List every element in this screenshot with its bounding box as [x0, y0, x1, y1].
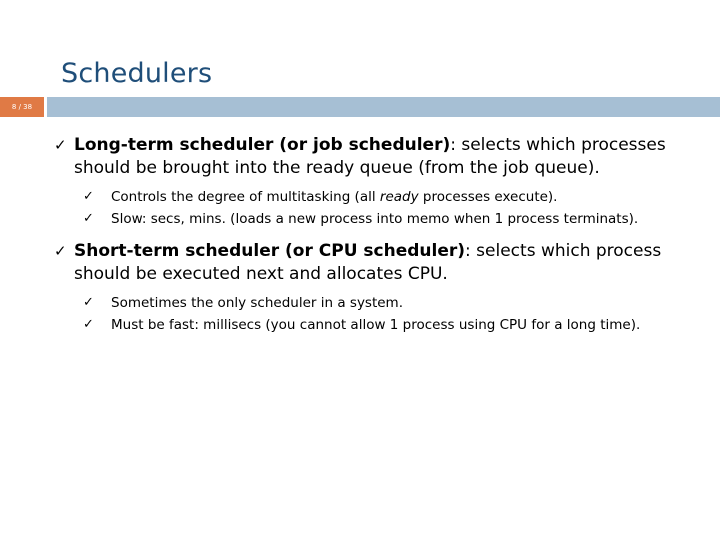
check-mark-icon: ✓ — [83, 317, 94, 332]
header-bar — [0, 97, 720, 117]
sub-bullet-text: Must be fast: millisecs (you cannot allow 1 process using CPU for a long time). — [111, 317, 641, 333]
check-mark-icon: ✓ — [54, 242, 67, 260]
sub-bullet — [54, 292, 714, 314]
sub-list-short-term — [54, 292, 714, 336]
sub-bullet — [54, 314, 714, 336]
sub-bullet — [54, 208, 714, 230]
bullet-short-term — [54, 240, 714, 286]
check-mark-icon: ✓ — [83, 189, 94, 204]
check-mark-icon: ✓ — [83, 211, 94, 226]
bullet-bold-text: Long-term scheduler (or job scheduler) — [74, 135, 451, 155]
slide-content — [54, 134, 714, 346]
sub-bullet-italic: ready — [379, 189, 419, 205]
bullet-bold-text: Short-term scheduler (or CPU scheduler) — [74, 241, 466, 261]
slide-title: Schedulers — [61, 58, 213, 89]
title-underline-bar — [47, 97, 720, 117]
sub-bullet — [54, 186, 714, 208]
sub-bullet-text: Controls the degree of multitasking (all — [111, 189, 380, 205]
check-mark-icon: ✓ — [54, 136, 67, 154]
bullet-long-term — [54, 134, 714, 180]
sub-list-long-term — [54, 186, 714, 230]
bullet-text: : selects which processes should be brought into the ready queue (from the job queue). — [74, 135, 666, 178]
sub-bullet-text: Slow: secs, mins. (loads a new process into memo when 1 process terminats). — [111, 211, 639, 227]
sub-bullet-text: Sometimes the only scheduler in a system. — [111, 295, 404, 311]
bullet-text: : selects which process should be executed next and allocates CPU. — [74, 241, 662, 284]
slide-number: 8 / 38 — [0, 97, 44, 117]
check-mark-icon: ✓ — [83, 295, 94, 310]
sub-bullet-text-end: processes execute). — [418, 189, 558, 205]
